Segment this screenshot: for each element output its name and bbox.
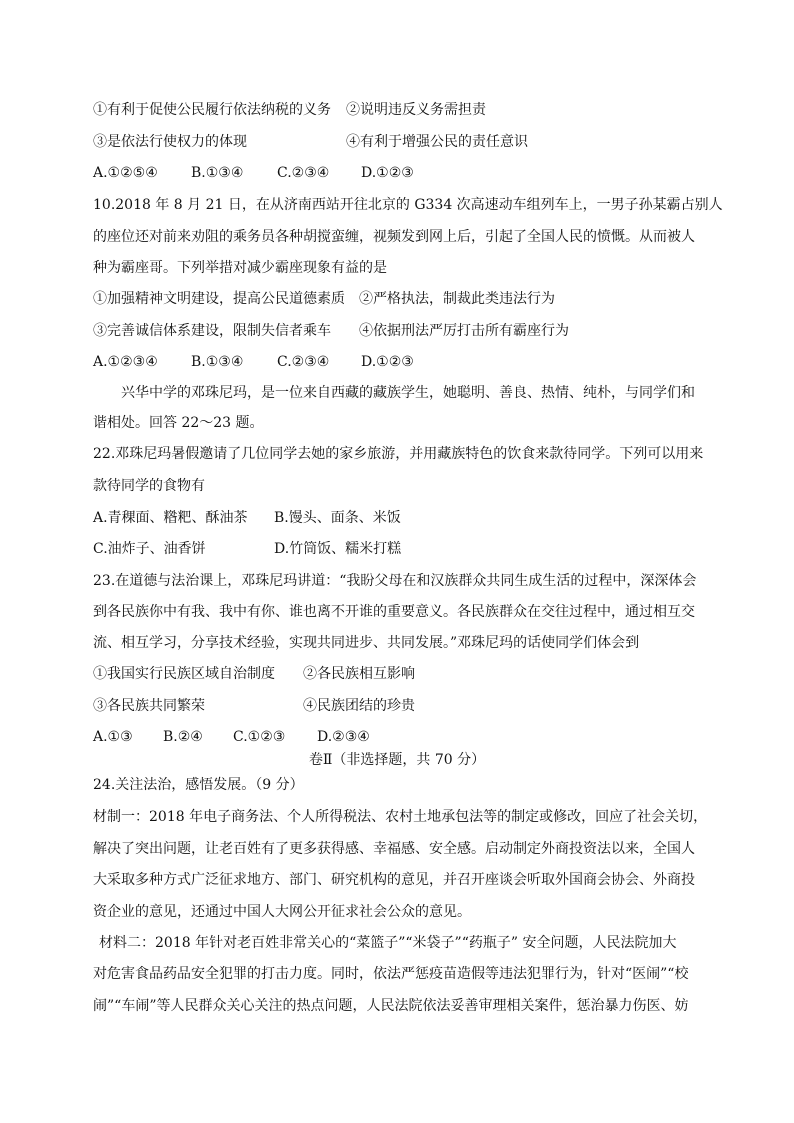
intro-line-2: 谐相处。回答 22～23 题。 [93,415,264,431]
q23-option-4: ④民族团结的珍贵 [303,698,415,714]
q10-choices [93,353,414,371]
q23-options-line-1 [93,665,415,683]
q23-choice-b: B.②④ [163,729,203,745]
q22-choice-c: C.油炸子、油香饼 [93,541,206,557]
material2-line-3: 闹”“车闹”等人民群众关心关注的热点问题，人民法院依法妥善审理相关案件，惩治暴力伤医、妨 [93,998,689,1014]
q9-option-2: ②说明违反义务需担责 [346,102,486,118]
material1-line-4: 资企业的意见，还通过中国人大网公开征求社会公众的意见。 [93,904,471,920]
intro-line-1: 兴华中学的邓珠尼玛，是一位来自西藏的藏族学生，她聪明、善良、热情、纯朴，与同学们和 [121,385,695,401]
q23-choice-a: A.①③ [93,729,133,745]
q24-title: 24.关注法治，感悟发展。（9 分） [93,777,304,793]
q23-choices [93,728,370,746]
material1-line-1: 材制一：2018 年电子商务法、个人所得税法、农村土地承包法等的制定或修改，回应了社会关切， [93,809,708,825]
q23-option-2: ②各民族相互影响 [303,666,415,682]
q23-options-line-2 [93,697,415,715]
q23-option-1: ①我国实行民族区域自治制度 [93,666,275,682]
q22-choices-line-1 [93,509,401,527]
q9-choice-a: A.①②⑤④ [93,165,158,181]
material2-line-2: 对危害食品药品安全犯罪的打击力度。同时，依法严惩疫苗造假等违法犯罪行为，针对“医闹”“校 [93,966,689,982]
q9-choices [93,164,414,182]
q10-option-1: ①加强精神文明建设，提高公民道德素质 [93,291,345,307]
q9-choice-c: C.②③④ [277,165,330,181]
q23-option-3: ③各民族共同繁荣 [93,698,205,714]
q9-choice-d: D.①②③ [361,165,414,181]
q22-stem-line-2: 款待同学的食物有 [93,478,205,494]
q10-choice-d: D.①②③ [361,354,414,370]
q10-options-line-1 [93,290,555,308]
q22-choice-a: A.青稞面、糌粑、酥油茶 [93,510,248,526]
q10-stem-line-2: 的座位还对前来劝阻的乘务员各种胡搅蛮缠，视频发到网上后，引起了全国人民的愤慨。从而被人 [93,229,695,245]
q23-stem-line-1: 23.在道德与法治课上，邓珠尼玛讲道：“我盼父母在和汉族群众共同生成生活的过程中，深深体会 [93,573,697,589]
q22-choice-b: B.馒头、面条、米饭 [274,510,401,526]
q23-stem-line-2: 到各民族你中有我、我中有你、谁也离不开谁的重要意义。各民族群众在交往过程中，通过相互交 [93,604,695,620]
q9-options-line-2 [93,133,528,151]
q22-choice-d: D.竹筒饭、糯米打糕 [274,541,402,557]
q10-option-2: ②严格执法，制裁此类违法行为 [359,291,555,307]
q10-options-line-2 [93,322,569,340]
material1-line-2: 解决了突出问题，让老百姓有了更多获得感、幸福感、安全感。启动制定外商投资法以来，全国人 [93,841,695,857]
q9-option-4: ④有利于增强公民的责任意识 [346,134,528,150]
q10-choice-a: A.①②③④ [93,354,158,370]
q9-option-3: ③是依法行使权力的体现 [93,134,247,150]
q23-choice-d: D.②③④ [317,729,370,745]
q10-option-3: ③完善诚信体系建设，限制失信者乘车 [93,323,331,339]
material1-line-3: 大采取多种方式广泛征求地方、部门、研究机构的意见，并召开座谈会听取外国商会协会、外商投 [93,872,695,888]
q10-stem-line-3: 种为霸座哥。下列举措对减少霸座现象有益的是 [93,260,387,276]
q22-choices-line-2 [93,540,402,558]
q22-stem-line-1: 22.邓珠尼玛暑假邀请了几位同学去她的家乡旅游，并用藏族特色的饮食来款待同学。下列可以用来 [93,446,704,462]
q9-options-line-1 [93,101,486,119]
material2-line-1: 材料二：2018 年针对老百姓非常关心的“菜篮子”“米袋子”“药瓶子” 安全问题，人民法院加大 [99,935,677,951]
q10-choice-c: C.②③④ [277,354,330,370]
q9-choice-b: B.①③④ [191,165,244,181]
q9-option-1: ①有利于促使公民履行依法纳税的义务 [93,102,331,118]
q10-stem-line-1: 10.2018 年 8 月 21 日，在从济南西站开往北京的 G334 次高速动车组列车上，一男子孙某霸占别人 [93,197,723,213]
section-title: 卷Ⅱ（非选择题，共 70 分） [308,752,486,768]
q23-stem-line-3: 流、相互学习，分享技术经验，实现共同进步、共同发展。”邓珠尼玛的话使同学们体会到 [93,635,640,651]
q23-choice-c: C.①②③ [233,729,286,745]
q10-option-4: ④依据刑法严厉打击所有霸座行为 [359,323,569,339]
q10-choice-b: B.①③④ [191,354,244,370]
